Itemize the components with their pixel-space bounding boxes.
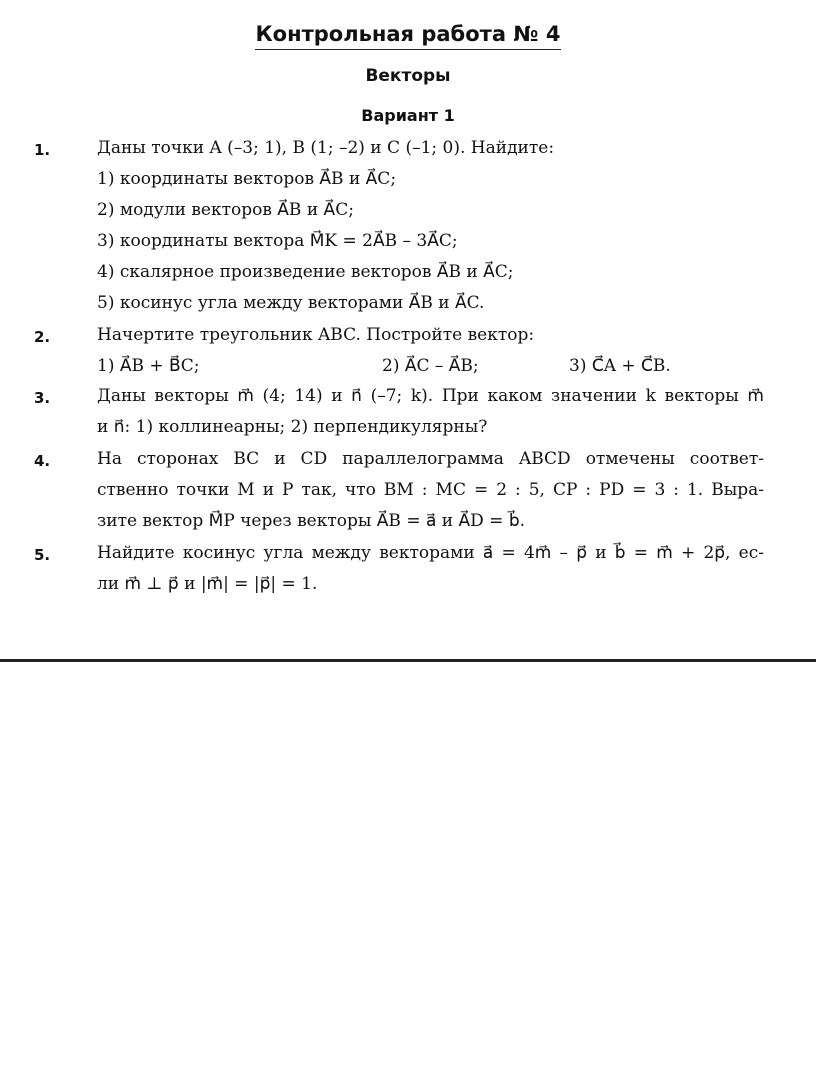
worksheet-title <box>0 22 816 46</box>
problem-2-statement: Начертите треугольник ABC. Постройте вектор: <box>97 325 535 345</box>
page-divider <box>0 659 816 662</box>
problem-5-number: 5. <box>34 546 51 564</box>
variant-heading: Вариант 1 <box>361 106 455 125</box>
problem-4-line-3: зите вектор M⃗P через векторы A⃗B = a⃗ и A⃗D = b⃗. <box>97 511 526 531</box>
problem-2-option-3: 3) C⃗A + C⃗B. <box>569 356 671 376</box>
problem-3-line-1: Даны векторы m⃗ (4; 14) и n⃗ (–7; k). При каком значении k векторы m⃗ <box>97 386 764 406</box>
problem-3-number: 3. <box>34 389 51 407</box>
problem-4-number: 4. <box>34 452 51 470</box>
title-text: Контрольная работа № 4 <box>255 22 560 50</box>
problem-3-line-2: и n⃗: 1) коллинеарны; 2) перпендикулярны? <box>97 417 488 437</box>
problem-1-item-2: 2) модули векторов A⃗B и A⃗C; <box>97 200 354 220</box>
problem-4-line-1: На сторонах BC и CD параллелограмма ABCD отмечены соответ- <box>97 449 764 469</box>
problem-2-options <box>97 356 764 376</box>
problem-1-item-1: 1) координаты векторов A⃗B и A⃗C; <box>97 169 397 189</box>
problem-4-line-2: ственно точки M и P так, что BM : MC = 2 : 5, CP : PD = 3 : 1. Выра- <box>97 480 764 500</box>
problem-1-statement: Даны точки A (–3; 1), B (1; –2) и C (–1; 0). Найдите: <box>97 138 555 158</box>
problem-5-line-2: ли m⃗ ⊥ p⃗ и |m⃗| = |p⃗| = 1. <box>97 574 318 594</box>
topic-heading: Векторы <box>365 66 451 86</box>
problem-1-item-4: 4) скалярное произведение векторов A⃗B и A⃗C; <box>97 262 514 282</box>
problem-1-item-5: 5) косинус угла между векторами A⃗B и A⃗C. <box>97 293 485 313</box>
problem-5-line-1: Найдите косинус угла между векторами a⃗ = 4m⃗ – p⃗ и b⃗ = m⃗ + 2p⃗, ес- <box>97 543 764 563</box>
problem-1-number: 1. <box>34 141 51 159</box>
problem-2-number: 2. <box>34 328 51 346</box>
problem-1-item-3: 3) координаты вектора M⃗K = 2A⃗B – 3A⃗C; <box>97 231 458 251</box>
problem-2-option-2: 2) A⃗C – A⃗B; <box>382 356 479 376</box>
problem-2-option-1: 1) A⃗B + B⃗C; <box>97 356 200 376</box>
